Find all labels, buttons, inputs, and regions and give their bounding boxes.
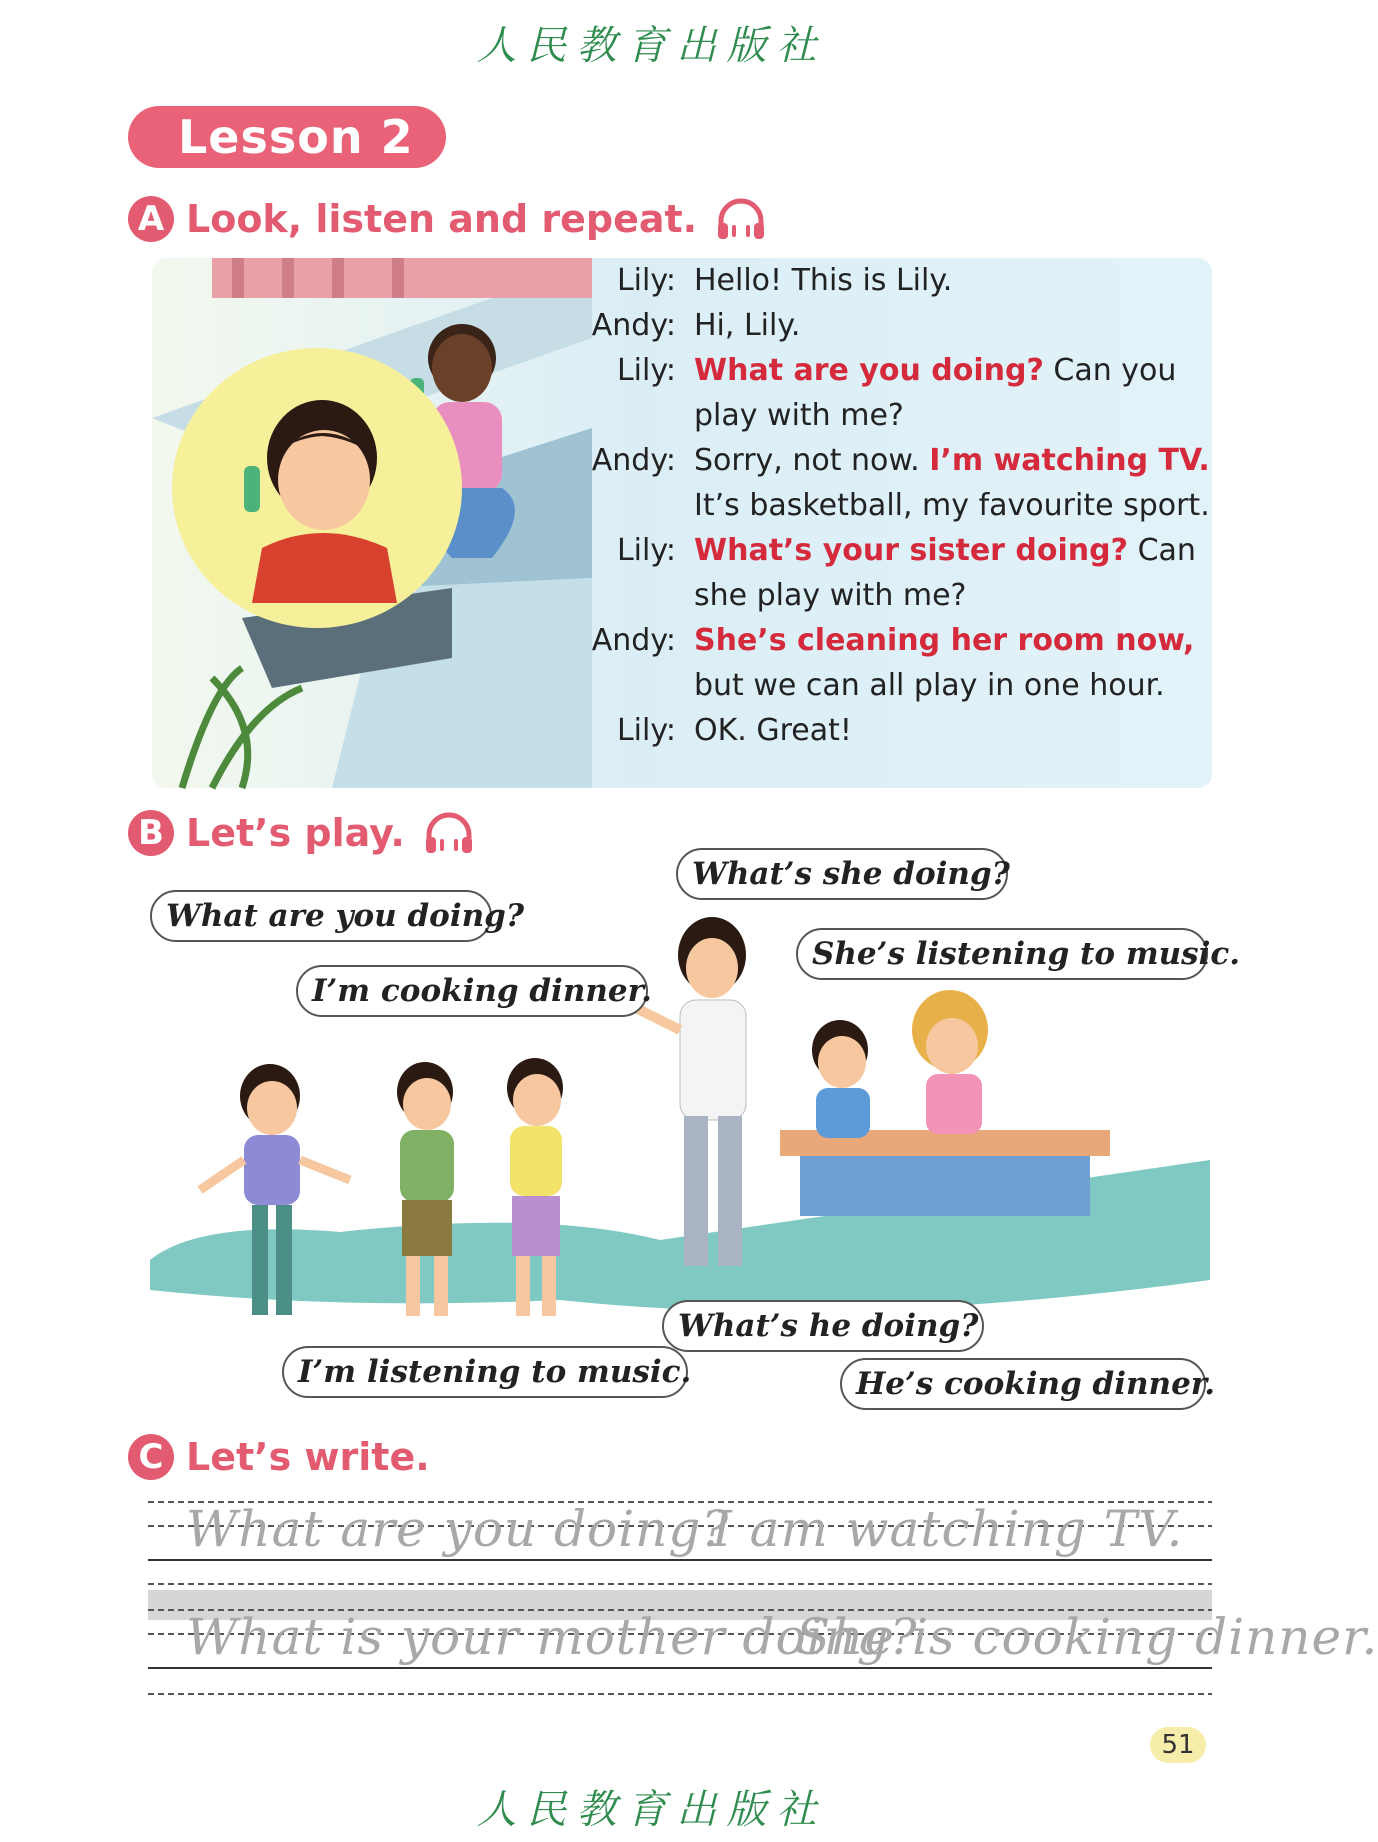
line-text [694, 708, 1224, 753]
dialogue-line [586, 258, 1226, 303]
publisher-header: 人民教育出版社 [476, 23, 827, 69]
speech-bubble: She’s listening to music. [796, 928, 1208, 980]
line-text-part: Sorry, not now. [694, 443, 930, 478]
line-text [694, 258, 1224, 303]
dialogue-line [586, 303, 1226, 348]
speech-bubble: What’s he doing? [662, 1300, 984, 1352]
headphones-icon[interactable] [715, 195, 767, 243]
section-a-letter: A [128, 196, 174, 242]
key-sentence: What are you doing? [694, 353, 1044, 388]
writing-model-text: I am watching TV. [712, 1500, 1184, 1558]
key-sentence: She’s cleaning her room now, [694, 623, 1195, 658]
speaker: Lily: [616, 713, 676, 748]
writing-model-text: What are you doing? [186, 1500, 730, 1558]
line-text [694, 438, 1224, 528]
dialogue-line [586, 348, 1226, 438]
speech-bubble: What are you doing? [150, 890, 492, 942]
teacher-figure [620, 917, 746, 1266]
speaker: Andy: [591, 443, 676, 478]
speaker: Lily: [616, 263, 676, 298]
line-text-part: Can you play with me? [694, 353, 1177, 433]
speech-bubble: I’m listening to music. [282, 1346, 688, 1398]
line-text [694, 618, 1224, 708]
line-text-part: Hi, Lily. [694, 308, 801, 343]
section-a-title: Look, listen and repeat. [186, 197, 698, 241]
dialogue-line [586, 528, 1226, 618]
line-text [694, 303, 1224, 348]
key-sentence: I’m watching TV. [929, 443, 1210, 478]
speech-bubble: What’s she doing? [676, 848, 1008, 900]
phone-call-illustration [152, 258, 592, 788]
publisher-footer: 人民教育出版社 [476, 1787, 827, 1833]
section-b-heading [128, 808, 475, 858]
boy-seated-figure [812, 1020, 870, 1138]
speaker: Lily: [616, 353, 676, 388]
line-text-part: It’s basketball, my favourite sport. [694, 488, 1210, 523]
section-c-heading [128, 1432, 430, 1482]
section-b-title: Let’s play. [186, 811, 405, 855]
dialogue-line [586, 438, 1226, 528]
writing-model-text: She is cooking dinner. [796, 1608, 1378, 1666]
speaker: Lily: [616, 533, 676, 568]
speech-bubble: He’s cooking dinner. [840, 1358, 1206, 1410]
girl-seated-figure [912, 990, 988, 1134]
speech-bubble: I’m cooking dinner. [296, 965, 648, 1017]
dialogue-line [586, 708, 1226, 753]
line-text [694, 348, 1224, 438]
section-c-letter: C [128, 1434, 174, 1480]
key-sentence: What’s your sister doing? [694, 533, 1129, 568]
headphones-icon[interactable] [423, 809, 475, 857]
line-text-part: OK. Great! [694, 713, 852, 748]
section-a-heading [128, 194, 767, 244]
dialogue [586, 258, 1226, 753]
line-text-part: Can she play with me? [694, 533, 1196, 613]
line-text-part: Hello! This is Lily. [694, 263, 953, 298]
speaker: Andy: [591, 623, 676, 658]
section-c-title: Let’s write. [186, 1435, 430, 1479]
line-text-part: but we can all play in one hour. [694, 668, 1165, 703]
writing-model-text: What is your mother doing? [186, 1608, 918, 1666]
page-number: 51 [1150, 1727, 1206, 1763]
line-text [694, 528, 1224, 618]
dialogue-line [586, 618, 1226, 708]
speaker: Andy: [591, 308, 676, 343]
lesson-title: Lesson 2 [128, 106, 446, 168]
section-b-letter: B [128, 810, 174, 856]
